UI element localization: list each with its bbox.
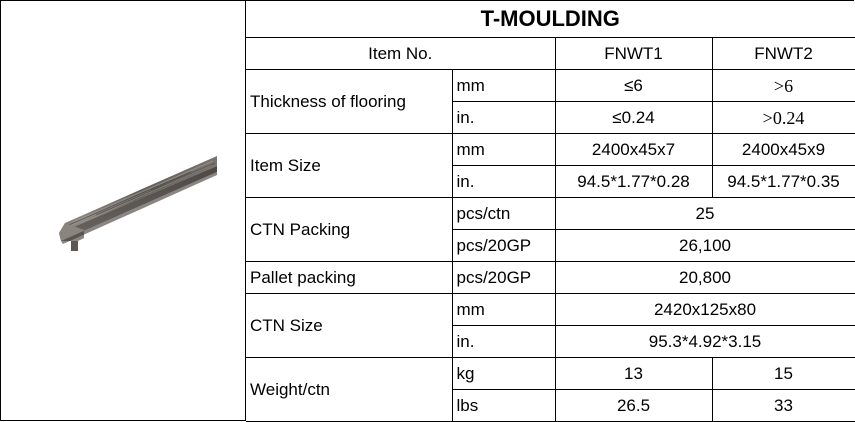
model-fnwt2-header: FNWT2 [712,38,855,70]
value-cell: >6 [712,70,855,102]
value-cell: 20,800 [555,262,855,294]
value-cell: >0.24 [712,102,855,134]
value-cell: 94.5*1.77*0.35 [712,166,855,198]
item-size-label: Item Size [246,134,452,198]
model-fnwt1-header: FNWT1 [555,38,712,70]
value-cell: 15 [712,358,855,390]
table-title: T-MOULDING [246,1,855,38]
value-cell: 26.5 [555,390,712,422]
table-row [246,70,855,102]
table-row [246,134,855,166]
unit-cell: in. [452,326,555,358]
unit-cell: mm [452,134,555,166]
value-cell: ≤0.24 [555,102,712,134]
unit-cell: in. [452,102,555,134]
ctn-size-label: CTN Size [246,294,452,358]
value-cell: 2400x45x7 [555,134,712,166]
value-cell: ≤6 [555,70,712,102]
value-cell: 95.3*4.92*3.15 [555,326,855,358]
thickness-label: Thickness of flooring [246,70,452,134]
table-row [246,358,855,390]
header-row [246,38,855,70]
weight-label: Weight/ctn [246,358,452,422]
value-cell: 13 [555,358,712,390]
product-photo-cell [1,1,246,421]
value-cell: 94.5*1.77*0.28 [555,166,712,198]
value-cell: 33 [712,390,855,422]
value-cell: 2400x45x9 [712,134,855,166]
t-moulding-wood-strip-image [1,1,245,420]
unit-cell: pcs/ctn [452,198,555,230]
table-row [246,262,855,294]
unit-cell: mm [452,294,555,326]
value-cell: 2420x125x80 [555,294,855,326]
ctn-packing-label: CTN Packing [246,198,452,262]
unit-cell: mm [452,70,555,102]
pallet-packing-label: Pallet packing [246,262,452,294]
t-moulding-spec-table [246,1,855,422]
unit-cell: pcs/20GP [452,262,555,294]
title-row [246,1,855,38]
unit-cell: kg [452,358,555,390]
value-cell: 25 [555,198,855,230]
unit-cell: in. [452,166,555,198]
value-cell: 26,100 [555,230,855,262]
unit-cell: lbs [452,390,555,422]
table-row [246,198,855,230]
item-no-header: Item No. [246,38,555,70]
table-row [246,294,855,326]
unit-cell: pcs/20GP [452,230,555,262]
